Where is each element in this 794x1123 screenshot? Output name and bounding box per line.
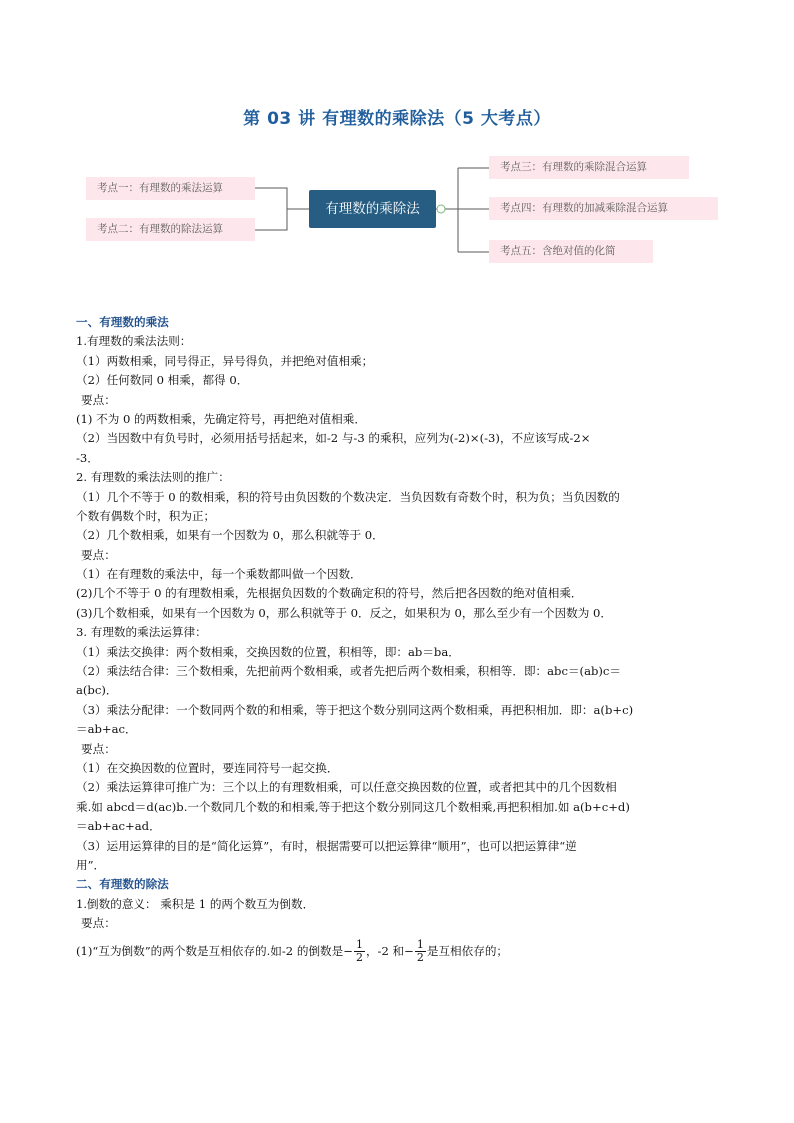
- text-line: (2)几个不等于 0 的有理数相乘，先根据负因数的个数确定积的符号，然后把各因数的绝对值相乘．: [76, 586, 583, 601]
- text-line: 1.有理数的乘法法则：: [76, 334, 192, 349]
- text-line: （2）几个数相乘，如果有一个因数为 0，那么积就等于 0．: [76, 528, 384, 543]
- text-line: 1.倒数的意义： 乘积是 1 的两个数互为倒数．: [76, 896, 315, 911]
- text-line: （3）运用运算律的目的是“简化运算”，有时，根据需要可以把运算律“顺用”，也可以把运算律“逆: [76, 838, 577, 853]
- fraction-denominator: 2: [416, 951, 424, 964]
- mindmap-topic-1: 考点一：有理数的乘法运算: [86, 177, 255, 200]
- text-line: （1）几个不等于 0 的数相乘，积的符号由负因数的个数决定．当负因数有奇数个时，积为负；当负因数的: [76, 489, 620, 504]
- text-line: （2）当因数中有负号时，必须用括号括起来，如-2 与-3 的乘积，应列为(-2)×(-3)，不应该写成-2×: [76, 431, 591, 446]
- text-line: （2）乘法运算律可推广为：三个以上的有理数相乘，可以任意交换因数的位置，或者把其中的几个因数相: [76, 780, 617, 795]
- fraction-numerator: 1: [416, 938, 424, 951]
- text-line: （1）两数相乘，同号得正，异号得负，并把绝对值相乘；: [76, 353, 374, 368]
- text-line: （2）任何数同 0 相乘，都得 0．: [76, 373, 249, 388]
- fraction-one-half: [354, 939, 365, 964]
- expand-node-icon: [437, 205, 445, 213]
- text-line: （1）在交换因数的位置时，要连同符号一起交换．: [76, 760, 339, 775]
- section-heading-multiplication: 一、有理数的乘法: [76, 315, 169, 329]
- text-line: 3. 有理数的乘法运算律：: [76, 625, 207, 640]
- key-points-label: 要点：: [81, 916, 116, 931]
- key-points-label: 要点：: [81, 392, 116, 407]
- mindmap-topic-2: 考点二：有理数的除法运算: [86, 218, 255, 241]
- page-title: 第 03 讲 有理数的乘除法（5 大考点）: [243, 109, 551, 129]
- mindmap-center: 有理数的乘除法: [309, 190, 436, 228]
- text-segment: ，-2 和: [365, 943, 405, 958]
- minus-sign: −: [404, 943, 414, 958]
- connector-left: [255, 188, 309, 230]
- mindmap-topic-5: 考点五：含绝对值的化简: [489, 240, 653, 263]
- text-line: ＝ab+ac．: [76, 722, 137, 737]
- document-body: [76, 313, 726, 968]
- key-points-label: 要点：: [81, 741, 116, 756]
- mindmap-topic-4: 考点四：有理数的加减乘除混合运算: [489, 197, 718, 220]
- mindmap-connectors: [0, 0, 794, 300]
- text-segment: (1)“互为倒数”的两个数是互相依存的.如-2 的倒数是: [76, 943, 344, 958]
- text-line: （1）乘法交换律：两个数相乘，交换因数的位置，积相等，即：ab＝ba．: [76, 644, 460, 659]
- text-line: （2）乘法结合律：三个数相乘，先把前两个数相乘，或者先把后两个数相乘，积相等．即：abc＝(ab)c＝: [76, 664, 622, 679]
- text-line: （3）乘法分配律：一个数同两个数的和相乘，等于把这个数分别同这两个数相乘，再把积相加．即：a(b+c): [76, 702, 634, 717]
- reciprocal-example-line: [76, 934, 726, 968]
- text-line: 2. 有理数的乘法法则的推广：: [76, 470, 230, 485]
- text-line: a(bc)．: [76, 683, 118, 698]
- section-heading-division: 二、有理数的除法: [76, 877, 169, 892]
- text-line: （1）在有理数的乘法中，每一个乘数都叫做一个因数．: [76, 567, 362, 582]
- fraction-denominator: 2: [355, 951, 363, 964]
- text-line: 用”．: [76, 857, 106, 872]
- text-line: 个数有偶数个时，积为正；: [76, 508, 216, 523]
- text-line: ＝ab+ac+ad．: [76, 819, 161, 834]
- text-line: -3．: [76, 450, 99, 465]
- text-line: 乘.如 abcd＝d(ac)b.一个数同几个数的和相乘,等于把这个数分别同这几个数相乘,再把积相加.如 a(b+c+d): [76, 799, 630, 814]
- text-line: (1) 不为 0 的两数相乘，先确定符号，再把绝对值相乘．: [76, 411, 366, 426]
- text-line: (3)几个数相乘，如果有一个因数为 0，那么积就等于 0．反之，如果积为 0，那么至少有一个因数为 0．: [76, 605, 613, 620]
- text-segment: 是互相依存的；: [426, 943, 509, 958]
- minus-sign: −: [343, 943, 353, 958]
- fraction-numerator: 1: [355, 938, 363, 951]
- fraction-one-half: [415, 939, 426, 964]
- mindmap-topic-3: 考点三：有理数的乘除混合运算: [489, 156, 689, 179]
- key-points-label: 要点：: [81, 547, 116, 562]
